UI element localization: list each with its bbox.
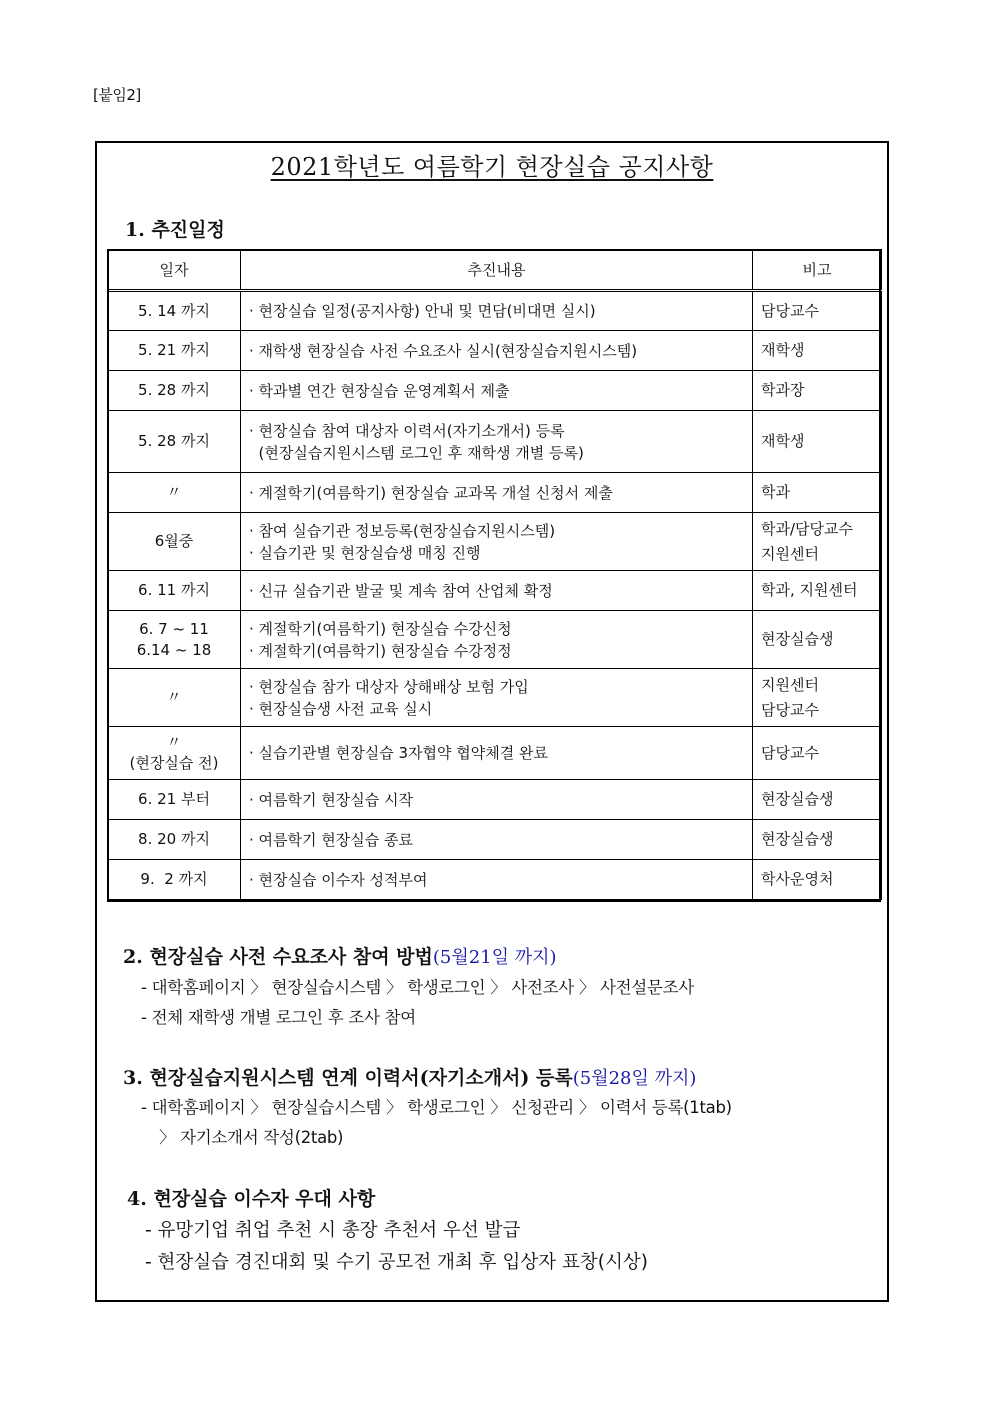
content-cell	[241, 780, 753, 820]
table-row	[108, 669, 882, 727]
date-cell-line: 〃	[166, 483, 182, 501]
remark-cell-line: 현장실습생	[761, 830, 834, 848]
remark-cell	[753, 669, 882, 727]
content-cell-line: · 계절학기(여름학기) 현장실습 수강신청	[249, 619, 512, 638]
content-cell-line: · 현장실습 이수자 성적부여	[249, 870, 428, 889]
section3-line: 〉 자기소개서 작성(2tab)	[159, 1128, 344, 1147]
table-header-row	[108, 250, 882, 291]
date-cell	[108, 291, 241, 331]
remark-cell	[753, 780, 882, 820]
table-row	[108, 780, 882, 820]
date-cell-line: 6.14 ~ 18	[136, 640, 212, 659]
remark-cell-line: 지원센터	[761, 544, 819, 563]
notice-frame	[95, 141, 889, 1302]
table-row	[108, 860, 882, 900]
date-cell-line: 8. 20 까지	[138, 830, 210, 848]
content-cell	[241, 411, 753, 473]
content-cell	[241, 571, 753, 611]
section2-deadline: (5월21일 까지)	[432, 947, 557, 968]
content-cell	[241, 291, 753, 331]
date-cell-line: 5. 28 까지	[138, 381, 210, 399]
table-row	[108, 331, 882, 371]
section3-heading	[123, 1063, 696, 1090]
date-cell-line: 6. 7 ~ 11	[139, 619, 209, 638]
remark-cell	[753, 371, 882, 411]
table-row	[108, 513, 882, 571]
remark-cell	[753, 473, 882, 513]
date-cell-line: 5. 21 까지	[138, 341, 210, 359]
attachment-label: [붙임2]	[93, 86, 141, 104]
content-cell-line: (현장실습지원시스템 로그인 후 재학생 개별 등록)	[249, 443, 584, 462]
date-cell	[108, 331, 241, 371]
date-cell-line: 9. 2 까지	[140, 870, 208, 888]
remark-cell	[753, 727, 882, 780]
content-cell	[241, 669, 753, 727]
content-cell	[241, 473, 753, 513]
remark-cell-line: 담당교수	[761, 301, 819, 320]
table-row	[108, 611, 882, 669]
content-cell-line: · 신규 실습기관 발굴 및 계속 참여 산업체 확정	[249, 581, 553, 600]
content-cell-line: · 재학생 현장실습 사전 수요조사 실시(현장실습지원시스템)	[249, 341, 638, 360]
remark-cell-line: 학과/담당교수	[761, 519, 853, 538]
date-cell	[108, 727, 241, 780]
remark-cell-line: 재학생	[761, 432, 805, 450]
remark-cell-line: 학과	[761, 483, 790, 501]
content-cell-line: · 실습기관 및 현장실습생 매칭 진행	[249, 543, 481, 562]
column-header-content: 추진내용	[241, 250, 753, 291]
date-cell-line: 6월중	[154, 532, 194, 550]
section2-heading	[123, 942, 557, 969]
date-cell	[108, 513, 241, 571]
remark-cell	[753, 820, 882, 860]
content-cell-line: · 계절학기(여름학기) 현장실습 수강정정	[249, 641, 512, 660]
content-cell	[241, 611, 753, 669]
remark-cell-line: 현장실습생	[761, 630, 834, 648]
column-header-date: 일자	[108, 250, 241, 291]
date-cell-line: 5. 28 까지	[138, 432, 210, 450]
table-row	[108, 473, 882, 513]
table-row	[108, 411, 882, 473]
date-cell	[108, 780, 241, 820]
remark-cell-line: 현장실습생	[761, 790, 834, 808]
table-row	[108, 820, 882, 860]
remark-cell	[753, 331, 882, 371]
remark-cell	[753, 291, 882, 331]
content-cell-line: · 계절학기(여름학기) 현장실습 교과목 개설 신청서 제출	[249, 483, 613, 502]
remark-cell	[753, 411, 882, 473]
date-cell	[108, 669, 241, 727]
content-cell	[241, 820, 753, 860]
date-cell	[108, 820, 241, 860]
remark-cell-line: 재학생	[761, 341, 805, 359]
section4-heading: 4. 현장실습 이수자 우대 사항	[127, 1188, 376, 1210]
content-cell	[241, 331, 753, 371]
date-cell	[108, 411, 241, 473]
section3-title: 3. 현장실습지원시스템 연계 이력서(자기소개서) 등록	[123, 1067, 573, 1089]
remark-cell-line: 학사운영처	[761, 870, 834, 888]
date-cell-line: 6. 21 부터	[138, 790, 210, 808]
date-cell-line: 〃	[166, 688, 182, 706]
date-cell-line: 〃	[166, 733, 182, 751]
date-cell	[108, 473, 241, 513]
column-header-remark: 비고	[753, 250, 882, 291]
date-cell-line: 6. 11 까지	[138, 581, 210, 599]
section2-line: - 대학홈페이지 〉 현장실습시스템 〉 학생로그인 〉 사전조사 〉 사전설문조사	[141, 978, 694, 997]
content-cell-line: · 실습기관별 현장실습 3자협약 협약체결 완료	[249, 744, 548, 762]
remark-cell-line: 학과장	[761, 381, 805, 399]
content-cell	[241, 860, 753, 900]
content-cell	[241, 727, 753, 780]
date-cell-line: (현장실습 전)	[129, 754, 219, 772]
remark-cell	[753, 860, 882, 900]
table-row	[108, 291, 882, 331]
section4-line: - 현장실습 경진대회 및 수기 공모전 개최 후 입상자 표창(시상)	[145, 1252, 648, 1273]
remark-cell	[753, 513, 882, 571]
date-cell	[108, 611, 241, 669]
content-cell-line: · 현장실습생 사전 교육 실시	[249, 699, 433, 718]
content-cell-line: · 현장실습 참가 대상자 상해배상 보험 가입	[249, 677, 529, 696]
remark-cell-line: 담당교수	[761, 743, 819, 762]
date-cell	[108, 571, 241, 611]
section3-line: - 대학홈페이지 〉 현장실습시스템 〉 학생로그인 〉 신청관리 〉 이력서 등록(1tab)	[141, 1098, 732, 1117]
table-row	[108, 727, 882, 780]
content-cell-line: · 현장실습 일정(공지사항) 안내 및 면담(비대면 실시)	[249, 302, 596, 320]
table-row	[108, 371, 882, 411]
date-cell	[108, 371, 241, 411]
remark-cell-line: 담당교수	[761, 700, 819, 719]
date-cell-line: 5. 14 까지	[138, 301, 210, 320]
content-cell-line: · 여름학기 현장실습 시작	[249, 790, 413, 809]
section2-title: 2. 현장실습 사전 수요조사 참여 방법	[123, 946, 433, 968]
content-cell	[241, 513, 753, 571]
remark-cell-line: 학과, 지원센터	[761, 581, 858, 599]
remark-cell-line: 지원센터	[761, 675, 819, 694]
remark-cell	[753, 571, 882, 611]
section2-line: - 전체 재학생 개별 로그인 후 조사 참여	[141, 1008, 416, 1027]
remark-cell	[753, 611, 882, 669]
section4-line: - 유망기업 취업 추천 시 총장 추천서 우선 발급	[145, 1220, 521, 1241]
page-title: 2021학년도 여름학기 현장실습 공지사항	[270, 153, 714, 181]
section1-heading: 1. 추진일정	[125, 219, 225, 241]
content-cell-line: · 참여 실습기관 정보등록(현장실습지원시스템)	[249, 521, 556, 540]
schedule-table	[107, 249, 882, 900]
content-cell-line: · 현장실습 참여 대상자 이력서(자기소개서) 등록	[249, 421, 565, 440]
table-row	[108, 571, 882, 611]
section3-deadline: (5월28일 까지)	[572, 1068, 697, 1089]
date-cell	[108, 860, 241, 900]
content-cell-line: · 여름학기 현장실습 종료	[249, 830, 413, 849]
content-cell	[241, 371, 753, 411]
content-cell-line: · 학과별 연간 현장실습 운영계획서 제출	[249, 381, 510, 400]
